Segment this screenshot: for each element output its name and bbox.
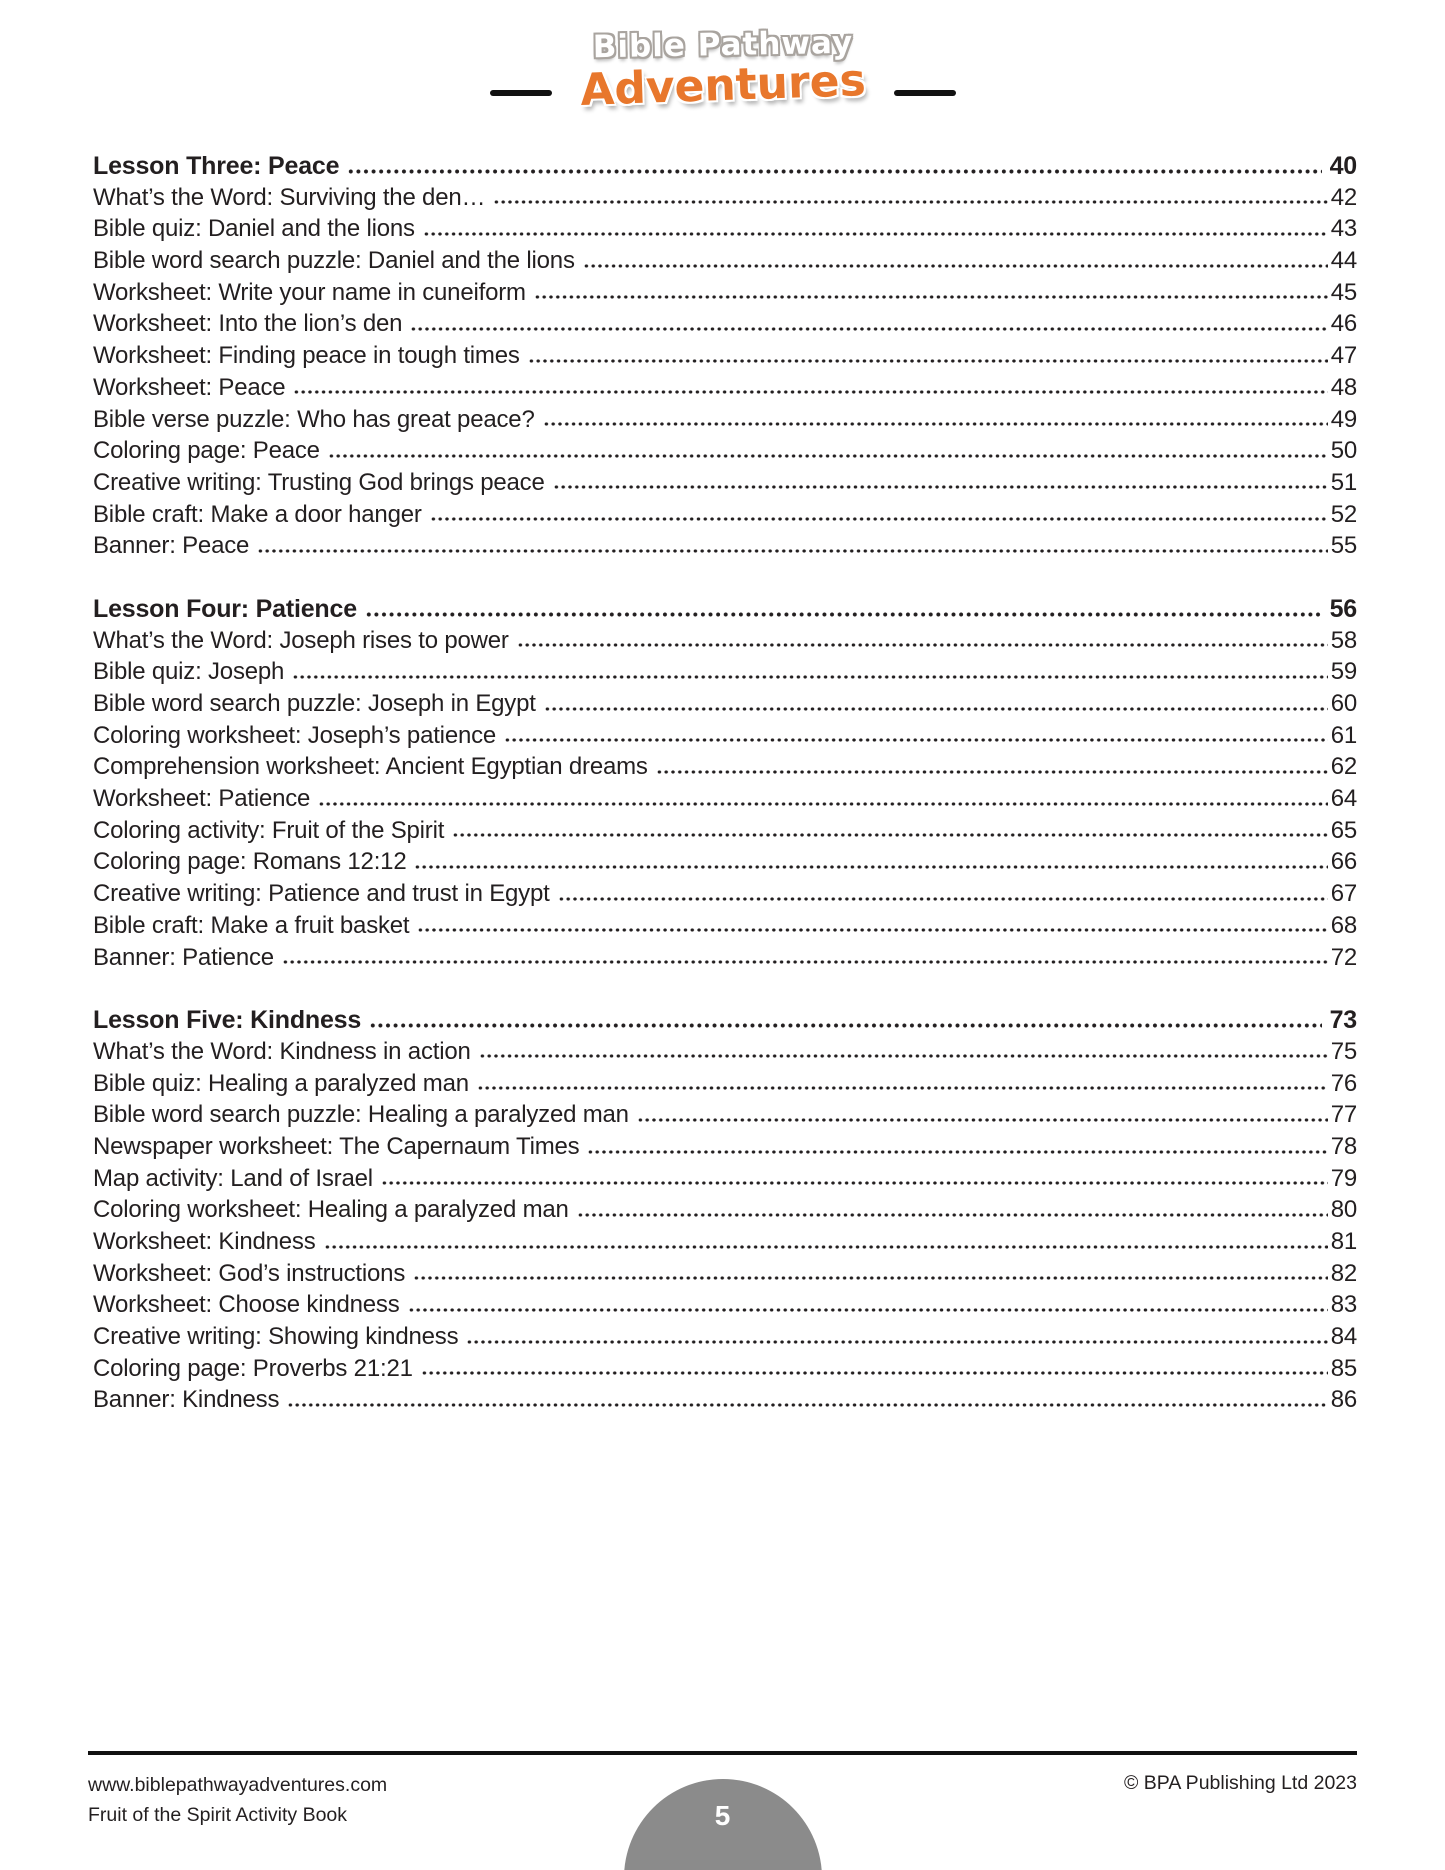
toc-entry (93, 279, 1357, 311)
toc-entry-page-number: 44 (1330, 247, 1357, 275)
toc-entry (93, 1133, 1357, 1165)
dotted-leader (287, 1398, 1327, 1407)
toc-section-header-page-number: 56 (1329, 594, 1357, 623)
dotted-leader (381, 1177, 1328, 1186)
toc-section-header-page-number: 40 (1329, 152, 1357, 180)
logo (0, 0, 1445, 116)
dotted-leader (583, 259, 1328, 268)
toc-entry-page-number: 65 (1330, 816, 1357, 844)
dotted-leader (477, 1082, 1328, 1091)
toc-entry-page-number: 50 (1330, 437, 1357, 465)
toc-entry-page-number: 75 (1330, 1037, 1357, 1065)
toc-entry-label: Banner: Patience (93, 943, 274, 971)
toc-entry (93, 501, 1357, 533)
toc-entry-page-number: 83 (1330, 1291, 1357, 1319)
dotted-leader (543, 418, 1328, 427)
logo-text (578, 24, 868, 116)
dotted-leader (292, 670, 1328, 679)
toc-entry-page-number: 61 (1330, 721, 1357, 749)
toc-entry (93, 215, 1357, 247)
toc-entry-label: Bible quiz: Joseph (93, 658, 285, 686)
toc-entry-label: Bible craft: Make a fruit basket (93, 911, 410, 939)
toc-entry-page-number: 49 (1330, 405, 1357, 433)
toc-entry-label: What’s the Word: Kindness in action (93, 1037, 471, 1065)
toc-entry-label: Coloring page: Peace (93, 437, 320, 465)
toc-entry-page-number: 46 (1330, 310, 1357, 338)
dotted-leader (587, 1145, 1327, 1154)
toc-entry (93, 1101, 1357, 1133)
toc-entry (93, 817, 1357, 849)
toc-entry-label: Banner: Peace (93, 532, 250, 560)
toc-entry (93, 1323, 1357, 1355)
toc-entry (93, 532, 1357, 564)
toc-section-header-label: Lesson Four: Patience (93, 594, 357, 623)
toc-entry-page-number: 58 (1330, 626, 1357, 654)
dotted-leader (417, 924, 1327, 933)
toc-entry-page-number: 43 (1330, 215, 1357, 243)
toc-entry-label: Worksheet: Peace (93, 373, 286, 401)
dotted-leader (430, 513, 1328, 522)
toc-entry-page-number: 59 (1330, 658, 1357, 686)
logo-brand-top: Bible Pathway (591, 24, 853, 66)
toc-entry-page-number: 45 (1330, 278, 1357, 306)
toc-section-header (93, 152, 1357, 184)
toc-entry-label: Bible word search puzzle: Healing a paralyzed man (93, 1101, 629, 1129)
toc-entry-page-number: 81 (1330, 1228, 1357, 1255)
toc-entry-label: Banner: Kindness (93, 1386, 280, 1414)
toc-entry (93, 1291, 1357, 1323)
toc-entry-label: Coloring activity: Fruit of the Spirit (93, 816, 445, 844)
toc-section-header-label: Lesson Five: Kindness (93, 1006, 362, 1035)
toc-section (93, 152, 1357, 564)
dotted-leader (656, 765, 1328, 774)
toc-entry-page-number: 64 (1330, 785, 1357, 813)
toc-entry (93, 342, 1357, 374)
dotted-leader (452, 829, 1328, 838)
toc-entry (93, 1070, 1357, 1102)
toc-entry (93, 1260, 1357, 1292)
toc-entry-label: Worksheet: Finding peace in tough times (93, 342, 520, 370)
toc-entry-label: Worksheet: Patience (93, 785, 311, 813)
toc-entry-label: Coloring worksheet: Healing a paralyzed man (93, 1196, 569, 1224)
toc-entry-label: Worksheet: Kindness (93, 1228, 316, 1255)
dotted-leader (504, 734, 1328, 743)
toc-entry-label: Coloring worksheet: Joseph’s patience (93, 721, 497, 749)
toc-entry-page-number: 68 (1330, 911, 1357, 939)
toc-entry-page-number: 62 (1330, 753, 1357, 781)
toc-entry-label: Bible word search puzzle: Daniel and the lions (93, 247, 575, 275)
toc-section-header-page-number: 73 (1329, 1006, 1357, 1035)
toc-entry-page-number: 67 (1330, 880, 1357, 908)
toc-entry-label: Coloring page: Romans 12:12 (93, 848, 407, 876)
toc-entry-label: Bible word search puzzle: Joseph in Egypt (93, 690, 536, 717)
dotted-leader (528, 354, 1328, 363)
logo-right-dash-divider (894, 90, 956, 96)
dotted-leader (257, 544, 1328, 553)
toc-entry-label: Creative writing: Trusting God brings peace (93, 468, 545, 496)
toc-entry-page-number: 80 (1330, 1196, 1357, 1224)
page-number: 5 (714, 1800, 731, 1831)
toc-section-header (93, 1006, 1357, 1038)
toc-entry-label: Worksheet: God’s instructions (93, 1259, 406, 1287)
dotted-leader (408, 1303, 1328, 1312)
dotted-leader (328, 449, 1328, 458)
logo-brand-bottom: Adventures (578, 55, 867, 116)
toc-entry (93, 1386, 1357, 1418)
toc-entry-page-number: 85 (1330, 1354, 1357, 1382)
toc-entry-label: Comprehension worksheet: Ancient Egyptian dreams (93, 753, 648, 781)
toc-section (93, 595, 1357, 975)
toc-entry (93, 753, 1357, 785)
dotted-leader (423, 227, 1328, 236)
toc-entry-page-number: 76 (1330, 1069, 1357, 1097)
toc-entry-label: Worksheet: Write your name in cuneiform (93, 278, 526, 306)
dotted-leader (318, 797, 1327, 806)
toc-entry-label: Bible quiz: Healing a paralyzed man (93, 1069, 469, 1097)
toc-entry (93, 310, 1357, 342)
dotted-leader (293, 386, 1327, 395)
dotted-leader (369, 1019, 1321, 1028)
toc-entry-label: What’s the Word: Joseph rises to power (93, 626, 509, 654)
toc-section-header (93, 595, 1357, 627)
toc-entry (93, 785, 1357, 817)
toc-entry-page-number: 55 (1330, 532, 1357, 560)
toc-entry (93, 1165, 1357, 1197)
toc-entry-label: Bible craft: Make a door hanger (93, 500, 422, 528)
toc-entry (93, 437, 1357, 469)
toc-entry (93, 658, 1357, 690)
toc-entry-label: Worksheet: Choose kindness (93, 1291, 400, 1319)
logo-left-dash-divider (490, 90, 552, 96)
footer-copyright: © BPA Publishing Ltd 2023 (1123, 1772, 1357, 1794)
table-of-contents (93, 152, 1357, 1418)
toc-entry (93, 944, 1357, 976)
toc-entry-label: Newspaper worksheet: The Capernaum Times (93, 1132, 580, 1160)
dotted-leader (421, 1367, 1328, 1376)
dotted-leader (466, 1335, 1327, 1344)
dotted-leader (558, 892, 1328, 901)
toc-entry (93, 848, 1357, 880)
dotted-leader (517, 639, 1328, 648)
dotted-leader (577, 1208, 1328, 1217)
toc-entry (93, 469, 1357, 501)
toc-entry-label: Worksheet: Into the lion’s den (93, 310, 403, 338)
toc-entry-page-number: 72 (1330, 943, 1357, 971)
toc-entry-page-number: 78 (1330, 1132, 1357, 1160)
footer-book-title: Fruit of the Spirit Activity Book (88, 1804, 348, 1827)
toc-entry (93, 1228, 1357, 1260)
toc-entry-page-number: 52 (1330, 500, 1357, 528)
toc-entry-label: Bible verse puzzle: Who has great peace? (93, 405, 535, 433)
toc-entry (93, 690, 1357, 722)
toc-entry-page-number: 84 (1330, 1323, 1357, 1351)
toc-entry-page-number: 86 (1330, 1386, 1357, 1414)
dotted-leader (493, 196, 1327, 205)
toc-entry-page-number: 60 (1330, 690, 1357, 717)
footer-left (88, 1770, 387, 1830)
toc-entry-label: Coloring page: Proverbs 21:21 (93, 1354, 413, 1382)
dotted-leader (534, 291, 1328, 300)
toc-entry-label: Bible quiz: Daniel and the lions (93, 215, 415, 243)
toc-entry-label: Creative writing: Patience and trust in Egypt (93, 880, 550, 908)
dotted-leader (544, 702, 1328, 711)
dotted-leader (324, 1240, 1328, 1249)
dotted-leader (282, 956, 1328, 965)
dotted-leader (410, 322, 1327, 331)
toc-entry (93, 184, 1357, 216)
toc-entry-label: What’s the Word: Surviving the den… (93, 183, 486, 211)
toc-entry-page-number: 48 (1330, 373, 1357, 401)
toc-entry-page-number: 79 (1330, 1164, 1357, 1192)
dotted-leader (347, 165, 1321, 174)
dotted-leader (637, 1113, 1328, 1122)
dotted-leader (479, 1050, 1328, 1059)
toc-entry (93, 1038, 1357, 1070)
toc-section-header-label: Lesson Three: Peace (93, 152, 340, 180)
toc-entry-page-number: 77 (1330, 1101, 1357, 1129)
toc-entry-page-number: 66 (1330, 848, 1357, 876)
toc-entry (93, 627, 1357, 659)
toc-entry (93, 247, 1357, 279)
dotted-leader (413, 1272, 1328, 1281)
dotted-leader (553, 481, 1328, 490)
toc-entry-label: Map activity: Land of Israel (93, 1164, 373, 1192)
toc-entry (93, 374, 1357, 406)
toc-entry-page-number: 82 (1330, 1259, 1357, 1287)
dotted-leader (414, 860, 1327, 869)
footer-website: www.biblepathwayadventures.com (88, 1774, 388, 1796)
dotted-leader (365, 608, 1322, 617)
toc-section (93, 1006, 1357, 1418)
toc-entry (93, 912, 1357, 944)
toc-entry-page-number: 51 (1330, 468, 1357, 496)
toc-entry-label: Creative writing: Showing kindness (93, 1323, 459, 1351)
toc-entry-page-number: 47 (1330, 342, 1357, 370)
toc-entry (93, 1196, 1357, 1228)
toc-entry-page-number: 42 (1330, 183, 1357, 211)
toc-entry (93, 880, 1357, 912)
toc-entry (93, 1355, 1357, 1387)
toc-entry (93, 722, 1357, 754)
toc-entry (93, 406, 1357, 438)
